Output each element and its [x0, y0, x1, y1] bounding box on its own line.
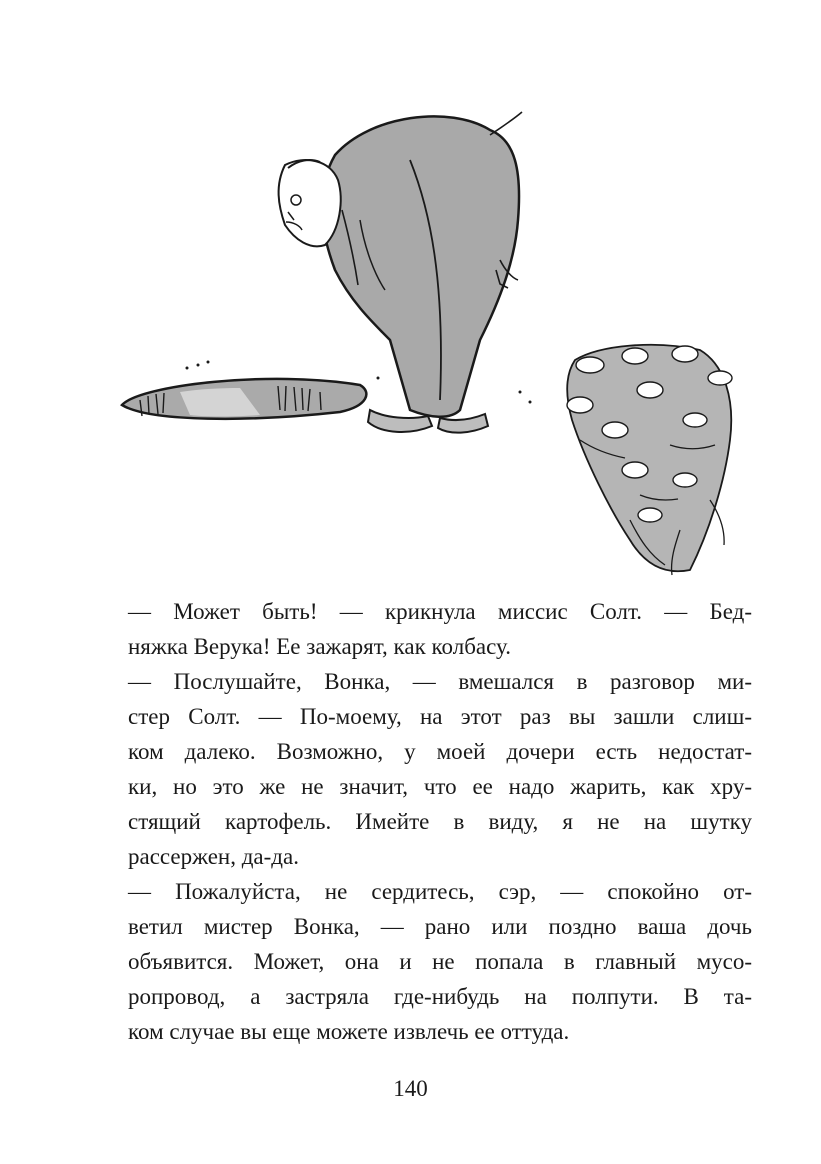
text-line: стящий картофель. Имейте в виду, я не на шутку	[128, 809, 752, 834]
text-line: няжка Верука! Ее зажарят, как колбасу.	[128, 634, 511, 659]
text-line: ветил мистер Вонка, — рано или поздно ваша дочь	[128, 914, 752, 939]
text-line: объявится. Может, она и не попала в главный мусо-	[128, 949, 752, 974]
text-line: ки, но это же не значит, что ее надо жарить, как хру-	[128, 774, 752, 799]
text-line: рассержен, да-да.	[128, 844, 299, 869]
text-line: ком случае вы еще можете извлечь ее оттуда.	[128, 1019, 570, 1044]
text-line: — Может быть! — крикнула миссис Солт. — Бед-	[128, 599, 752, 624]
text-line: стер Солт. — По-моему, на этот раз вы зашли слиш-	[128, 704, 752, 729]
text-line: ропровод, а застряла где-нибудь на полпути. В та-	[128, 984, 752, 1009]
page-number: 140	[393, 1076, 428, 1101]
body-text	[128, 594, 752, 1049]
illustration	[110, 100, 770, 585]
squirrels-pile-icon	[567, 345, 732, 575]
text-line: — Пожалуйста, не сердитесь, сэр, — спокойно от-	[128, 879, 752, 904]
text-line: — Послушайте, Вонка, — вмешался в разговор ми-	[128, 669, 752, 694]
text-line: ком далеко. Возможно, у моей дочери есть недостат-	[128, 739, 752, 764]
